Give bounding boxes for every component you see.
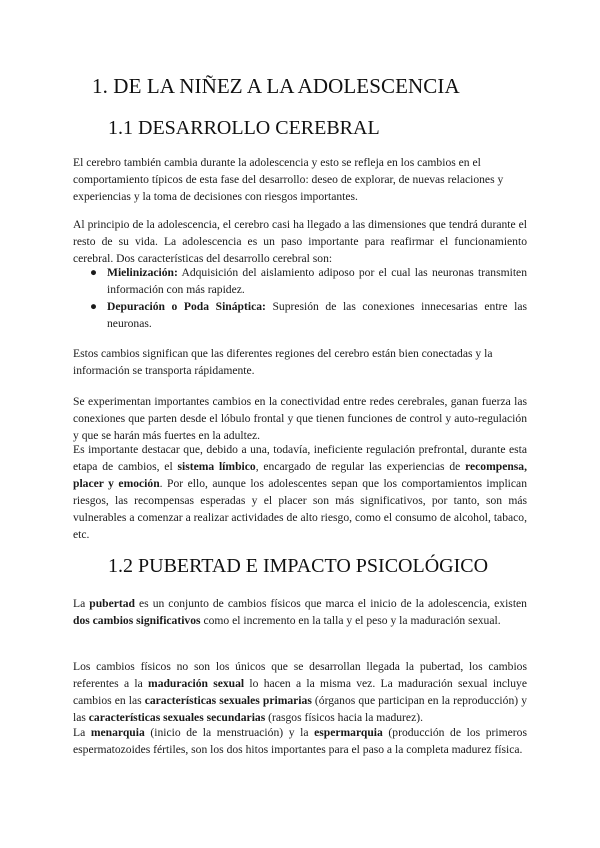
bullet-term: Depuración o Poda Sináptica: [107, 300, 266, 313]
paragraph-regulacion-prefrontal [73, 441, 527, 543]
bullet-icon: ● [90, 266, 98, 279]
text-segment: como el incremento en la talla y el peso y la maduración sexual. [200, 614, 501, 627]
bold-term: dos cambios significativos [73, 614, 201, 627]
text-segment: La [73, 726, 91, 739]
paragraph-pubertad [73, 595, 527, 629]
bold-term: menarquia [90, 726, 145, 739]
bullet-item-mielinizacion [90, 264, 527, 298]
paragraph-cambios-fisicos [73, 658, 527, 726]
text-segment: es un conjunto de cambios físicos que marca el inicio de la adolescencia, existen [135, 597, 527, 610]
bullet-text: Adquisición del aislamiento adiposo por el cual las neuronas transmiten información con más rapidez. [107, 266, 527, 296]
bold-term: pubertad [89, 597, 135, 610]
section-heading-desarrollo-cerebral: 1.1 DESARROLLO CEREBRAL [108, 117, 380, 139]
bold-term: características sexuales secundarias [88, 711, 266, 724]
bullet-list-caracteristicas [90, 264, 527, 332]
bold-term: recompensa, placer y emoción [73, 460, 527, 490]
text-segment: lo hacen a la misma vez. La maduración sexual incluye cambios en las [73, 677, 528, 707]
bullet-icon: ● [90, 300, 98, 313]
text-segment: La [73, 597, 90, 610]
paragraph-regiones-conectadas: Estos cambios significan que las diferentes regiones del cerebro están bien conectadas y la información se transporta rápidamente. [73, 347, 493, 377]
paragraph-menarquia [73, 724, 527, 758]
paragraph-conectividad-redes: Se experimentan importantes cambios en la conectividad entre redes cerebrales, ganan fuerza las conexiones que parten desde el lóbulo frontal y que tienen funciones de control y auto-regulación y que se harán más fuertes en la adultez. [73, 395, 527, 442]
bold-term: espermarquia [314, 726, 383, 739]
paragraph-cerebro-cambia: El cerebro también cambia durante la adolescencia y esto se refleja en los cambios en el comportamiento típicos de esta fase del desarrollo: deseo de explorar, de nuevas relaciones y experiencias y la toma de decisiones con riesgos importantes. [73, 156, 504, 203]
text-segment: , encargado de regular las experiencias de [255, 460, 466, 473]
bold-term: sistema límbico [177, 460, 256, 473]
bold-term: características sexuales primarias [144, 694, 312, 707]
text-segment: (inicio de la menstruación) y la [144, 726, 315, 739]
bullet-text: Supresión de las conexiones innecesarias entre las neuronas. [107, 300, 527, 330]
text-segment: (órganos que participan en la reproducción) y las [73, 694, 527, 724]
main-heading: 1. DE LA NIÑEZ A LA ADOLESCENCIA [92, 74, 460, 98]
text-segment: Es importante destacar que, debido a una, todavía, ineficiente regulación prefrontal, durante esta etapa de cambios, el [73, 443, 527, 473]
text-segment: Los cambios físicos no son los únicos que se desarrollan llegada la pubertad, los cambios referentes a la [73, 660, 527, 690]
bullet-term: Mielinización: [107, 266, 178, 279]
bullet-item-poda-sinaptica [90, 298, 527, 332]
paragraph-principio-adolescencia: Al principio de la adolescencia, el cerebro casi ha llegado a las dimensiones que tendrá durante el resto de su vida. La adolescencia es un paso importante para reafirmar el funcionamiento cerebral. Dos características del desarrollo cerebral son: [73, 218, 527, 265]
text-segment: . Por ello, aunque los adolescentes sepan que los comportamientos implican riesgos, las recompensas esperadas y el placer son más significativos, por tanto, son más vulnerables a comenzar a realizar actividades de alto riesgo, como el consumo de alcohol, tabaco, etc. [73, 477, 527, 541]
text-segment: (producción de los primeros espermatozoides fértiles, son los dos hitos importantes para el paso a la completa madurez física. [73, 726, 527, 756]
text-segment: (rasgos físicos hacia la madurez). [265, 711, 423, 724]
section-heading-pubertad: 1.2 PUBERTAD E IMPACTO PSICOLÓGICO [108, 555, 489, 577]
bold-term: maduración sexual [148, 677, 245, 690]
